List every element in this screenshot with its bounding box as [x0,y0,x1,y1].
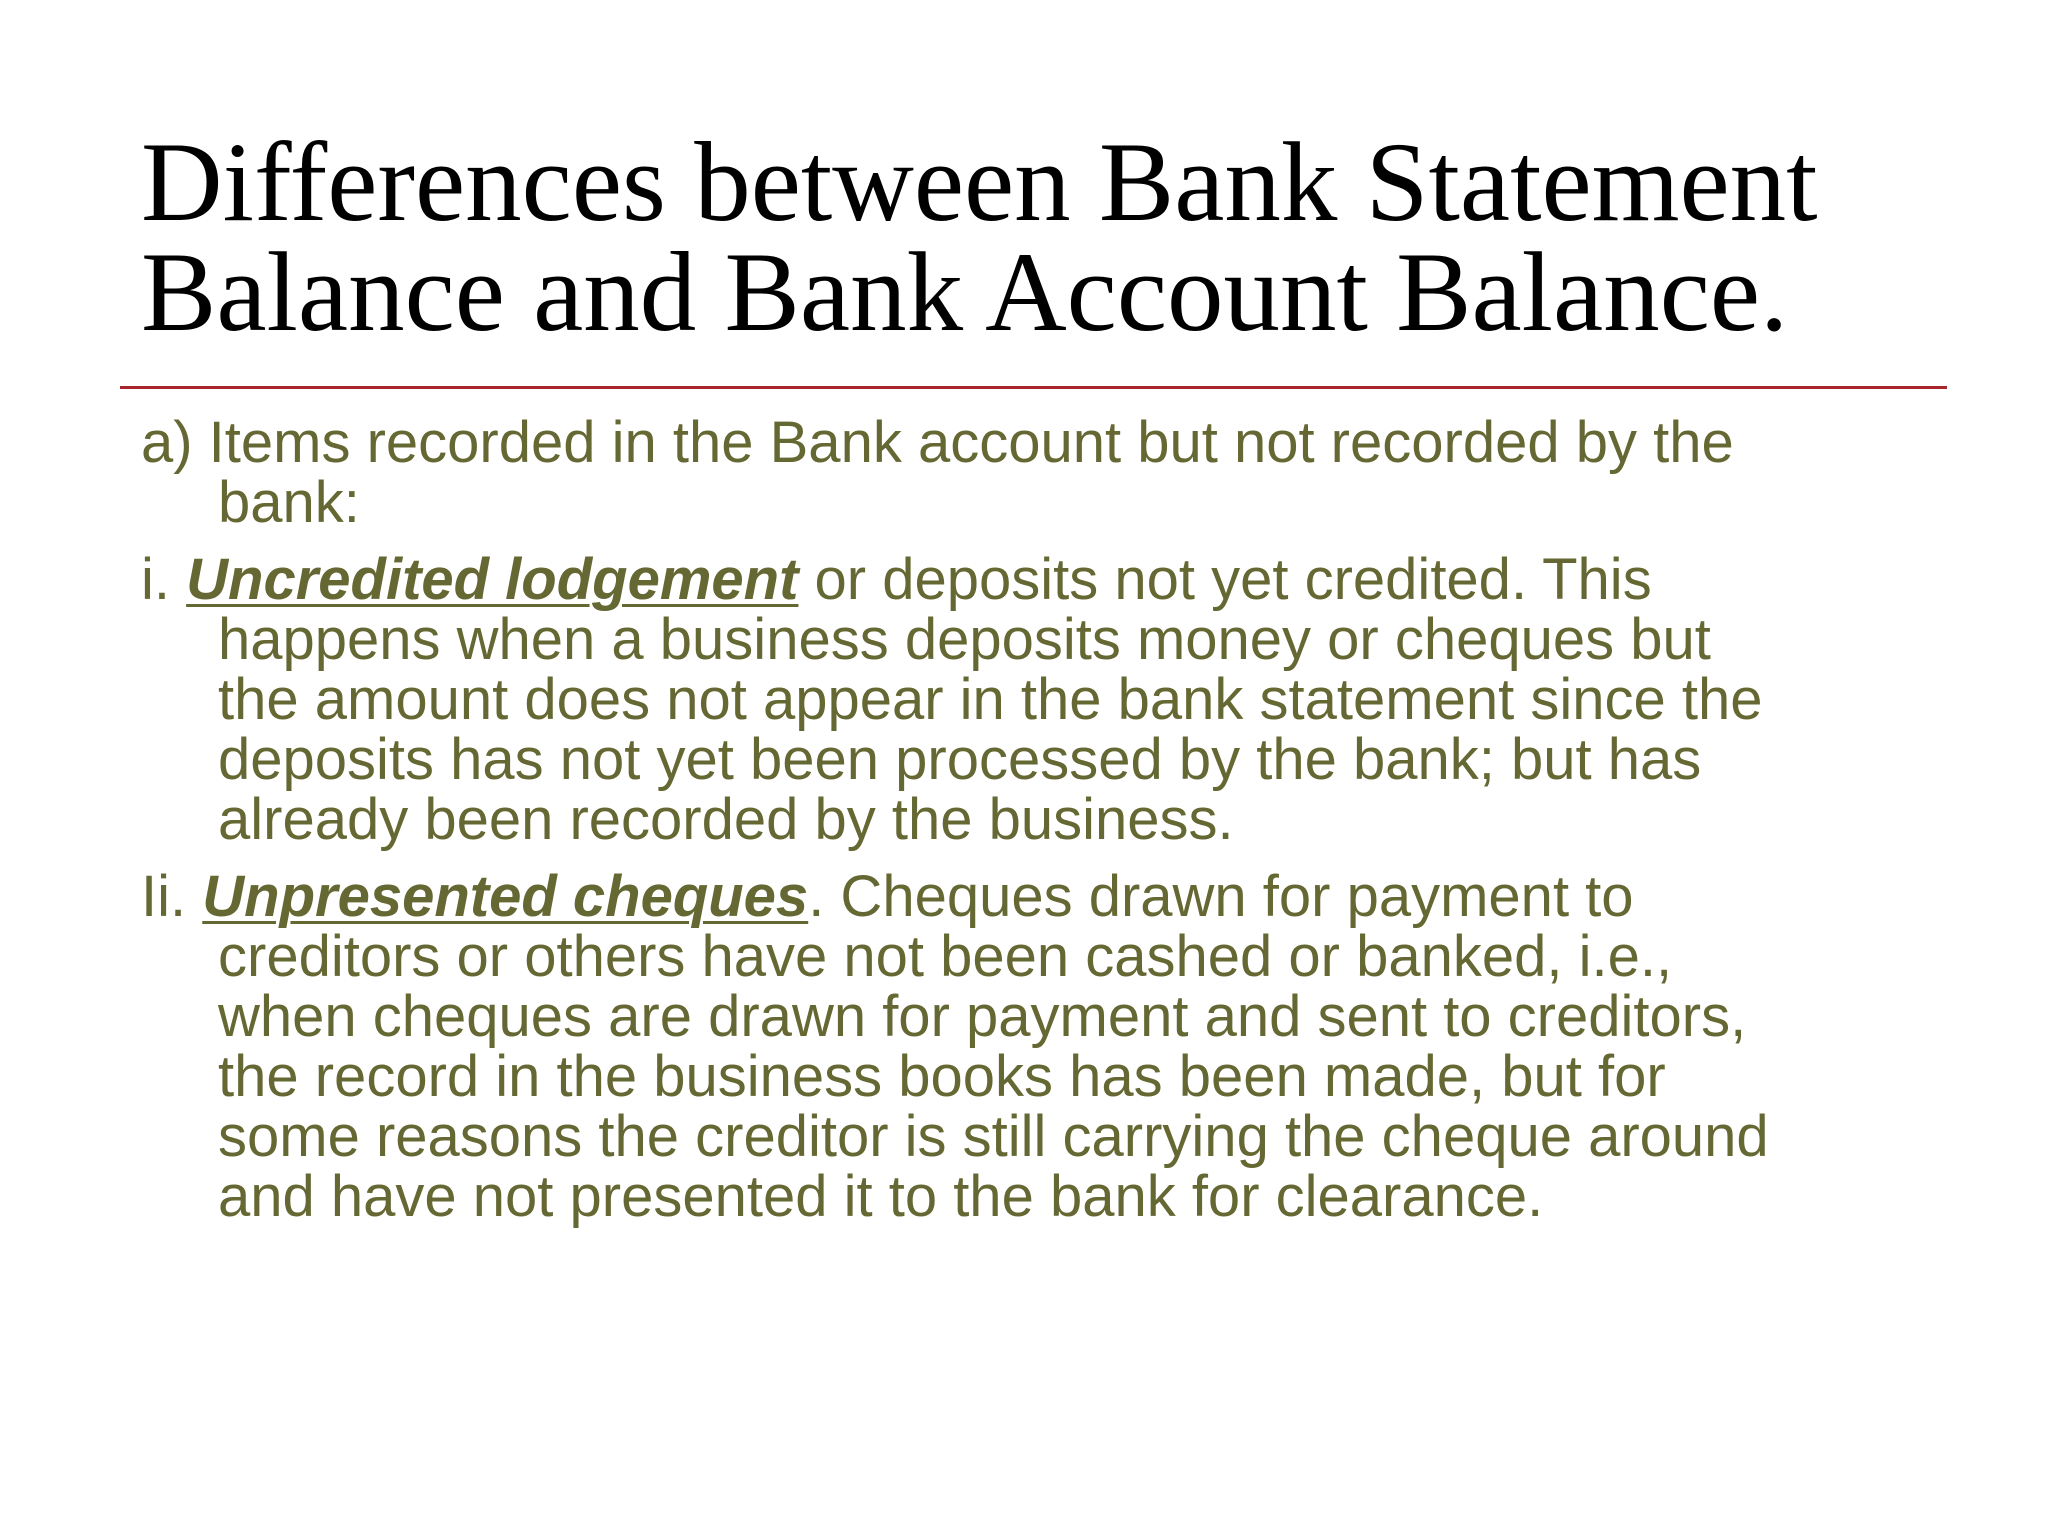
item-ii-continuation-line: the record in the business books has been made, but for [218,1044,1666,1109]
item-ii-continuation-line: and have not presented it to the bank for clearance. [218,1164,1544,1229]
slide-title [141,120,1961,355]
slide-title-line-2: Balance and Bank Account Balance. [141,230,1789,355]
item-ii-continuation-line: creditors or others have not been cashed or banked, i.e., [218,924,1673,989]
item-ii-first-line-text: . Cheques drawn for payment to [808,864,1634,929]
section-a-paragraph [141,410,2001,535]
section-a-first-line: a) Items recorded in the Bank account but not recorded by the [141,410,1734,475]
item-i-term: Uncredited lodgement [186,547,799,612]
item-ii-marker: Ii. [141,864,187,929]
item-i-first-line-text: or deposits not yet credited. This [814,547,1652,612]
item-i-continuation-line: deposits has not yet been processed by the bank; but has [218,727,1702,792]
item-i-continuation-line: already been recorded by the business. [218,787,1234,852]
slide-body [141,410,2001,1244]
slide-title-line-1: Differences between Bank Statement [141,120,1818,245]
item-ii-first-line [141,864,2001,929]
item-ii-continuation-line: when cheques are drawn for payment and sent to creditors, [218,984,1747,1049]
item-i-continuation-line: happens when a business deposits money or cheques but [218,607,1711,672]
item-i-paragraph [141,547,2001,852]
item-i-marker: i. [141,547,170,612]
title-divider [120,386,1947,389]
section-a-continuation-line: bank: [218,470,360,535]
item-i-first-line [141,547,2001,612]
item-ii-paragraph [141,864,2001,1229]
item-ii-term: Unpresented cheques [202,864,809,929]
item-i-continuation-line: the amount does not appear in the bank statement since the [218,667,1763,732]
item-ii-continuation-line: some reasons the creditor is still carrying the cheque around [218,1104,1769,1169]
